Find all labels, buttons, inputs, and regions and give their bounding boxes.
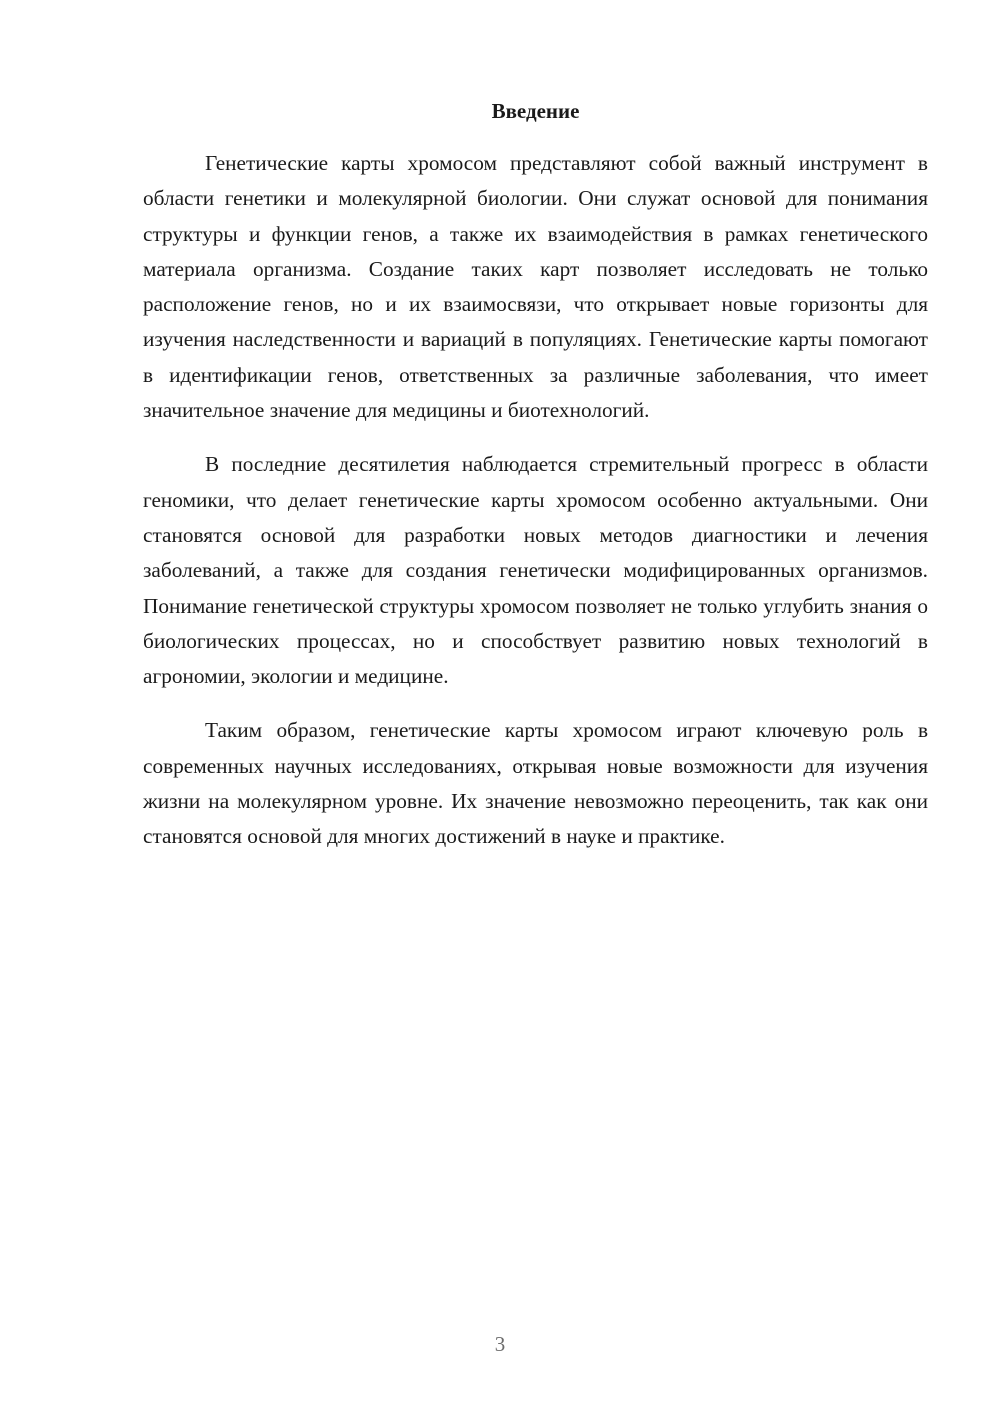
paragraph-3: Таким образом, генетические карты хромосом играют ключевую роль в современных научных исследованиях, открывая новые возможности для изучения жизни на молекулярном уровне. Их значение невозможно переоценить, так как они становятся основой для многих достижений в науке и практике. — [143, 718, 928, 849]
paragraph-1: Генетические карты хромосом представляют собой важный инструмент в области генетики и молекулярной биологии. Они служат основой для понимания структуры и функции генов, а также их взаимодействия в рамках генетического материала организма. Создание таких карт позволяет исследовать не только расположение генов, но и их взаимосвязи, что открывает новые горизонты для изучения наследственности и вариаций в популяциях. Генетические карты помогают в идентификации генов, ответственных за различные заболевания, что имеет значительное значение для медицины и биотехнологий. — [143, 151, 928, 423]
paragraph-2: В последние десятилетия наблюдается стремительный прогресс в области геномики, что делает генетические карты хромосом особенно актуальными. Они становятся основой для разработки новых методов диагностики и лечения заболеваний, а также для создания генетически модифицированных организмов. Понимание генетической структуры хромосом позволяет не только углубить знания о биологических процессах, но и способствует развитию новых технологий в агрономии, экологии и медицине. — [143, 452, 928, 689]
page-content — [143, 96, 928, 874]
section-heading: Введение — [491, 99, 580, 123]
page-number: 3 — [494, 1332, 506, 1356]
